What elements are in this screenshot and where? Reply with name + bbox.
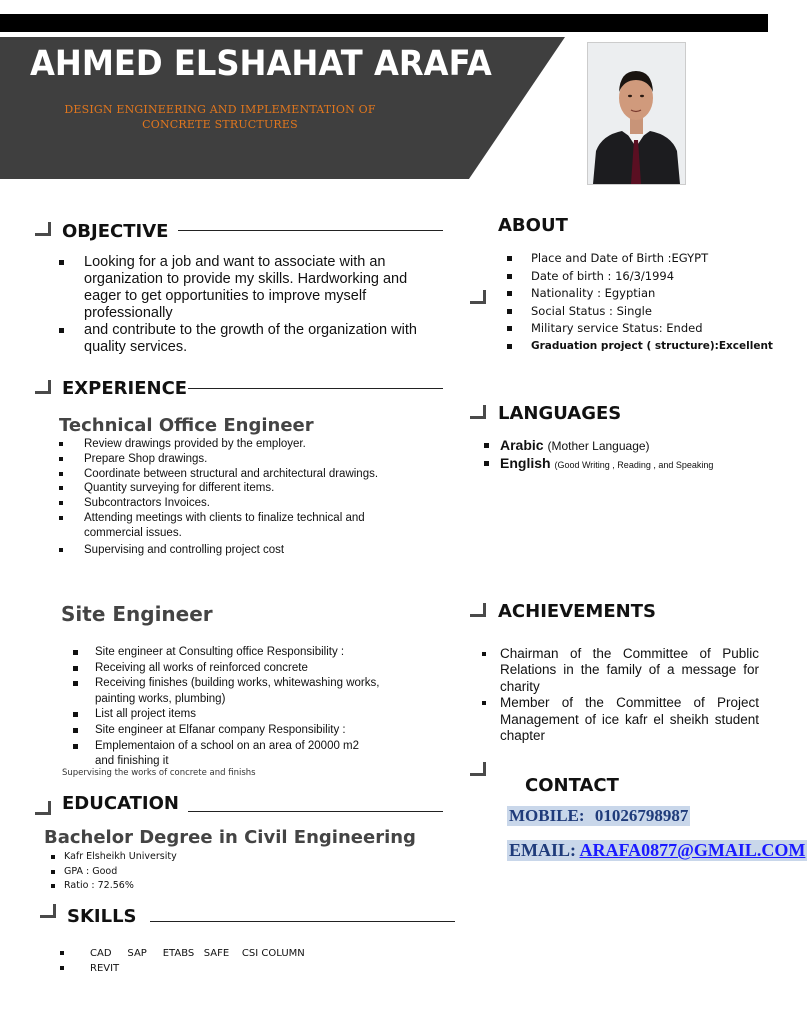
languages-list xyxy=(482,437,767,474)
list-item: Looking for a job and want to associate with an organization to provide my skills. Hardworking and eager to get opportunities to improve myself professionally xyxy=(57,254,417,322)
experience-heading: EXPERIENCE xyxy=(62,378,188,399)
list-item: GPA : Good xyxy=(50,865,300,880)
divider xyxy=(188,388,443,389)
list-item: Subcontractors Invoices. xyxy=(58,496,413,511)
education-list xyxy=(50,850,300,894)
list-item: Date of birth : 16/3/1994 xyxy=(503,268,768,286)
section-bracket-icon xyxy=(35,801,51,815)
list-item xyxy=(482,455,767,474)
email-link[interactable]: ARAFA0877@GMAIL.COM xyxy=(579,840,806,860)
site-duties-list xyxy=(71,645,381,770)
list-item: Nationality : Egyptian xyxy=(503,285,768,303)
list-item: Social Status : Single xyxy=(503,303,768,321)
skills-heading: SKILLS xyxy=(67,906,137,927)
section-bracket-icon xyxy=(35,380,51,394)
mobile-line xyxy=(507,806,690,826)
job-title-site: Site Engineer xyxy=(61,602,213,626)
divider xyxy=(178,230,443,231)
degree-title: Bachelor Degree in Civil Engineering xyxy=(44,827,416,848)
list-item: CAD SAP ETABS SAFE CSI COLUMN xyxy=(60,946,360,961)
list-item: Chairman of the Committee of Public Relations in the family of a message for charity xyxy=(480,646,759,695)
list-item: Place and Date of Birth :EGYPT xyxy=(503,250,768,268)
list-item: Coordinate between structural and architectural drawings. xyxy=(58,467,413,482)
candidate-name: AHMED ELSHAHAT ARAFA xyxy=(30,44,492,84)
skills-list xyxy=(60,946,360,976)
languages-heading: LANGUAGES xyxy=(498,403,622,424)
section-bracket-icon xyxy=(470,762,486,776)
list-item: Site engineer at Elfanar company Responsibility : xyxy=(71,723,381,739)
section-bracket-icon xyxy=(470,405,486,419)
list-item: Ratio : 72.56% xyxy=(50,879,300,894)
list-item: Review drawings provided by the employer. xyxy=(58,437,413,452)
list-item: Member of the Committee of Project Management of ice kafr el sheikh student chapter xyxy=(480,695,759,744)
list-item: Quantity surveying for different items. xyxy=(58,481,413,496)
site-note: Supervising the works of concrete and finishs xyxy=(62,768,256,778)
section-bracket-icon xyxy=(35,222,51,236)
divider xyxy=(150,921,455,922)
list-item: Receiving all works of reinforced concrete xyxy=(71,661,381,677)
divider xyxy=(188,811,443,812)
list-item: Site engineer at Consulting office Responsibility : xyxy=(71,645,381,661)
list-item: and contribute to the growth of the organization with quality services. xyxy=(57,322,417,356)
list-item: Receiving finishes (building works, whitewashing works, painting works, plumbing) xyxy=(71,676,381,707)
list-item: Attending meetings with clients to finalize technical and commercial issues. xyxy=(58,511,413,541)
profile-photo xyxy=(587,42,686,185)
mobile-number[interactable]: 01026798987 xyxy=(594,806,689,825)
achievements-list xyxy=(480,646,759,744)
about-list xyxy=(503,250,773,355)
language-name: English xyxy=(500,455,551,471)
list-item: List all project items xyxy=(71,707,381,723)
education-heading: EDUCATION xyxy=(62,793,179,814)
list-item: Supervising and controlling project cost xyxy=(58,543,413,558)
list-item: REVIT xyxy=(60,961,360,976)
language-level: (Good Writing , Reading , and Speaking xyxy=(554,460,714,470)
section-bracket-icon xyxy=(470,290,486,304)
email-label: EMAIL: xyxy=(509,840,576,860)
objective-heading: OBJECTIVE xyxy=(62,221,169,242)
section-bracket-icon xyxy=(40,904,56,918)
language-name: Arabic xyxy=(500,437,544,453)
top-black-bar xyxy=(0,14,768,32)
list-item: Prepare Shop drawings. xyxy=(58,452,413,467)
mobile-label: MOBILE: xyxy=(509,806,585,825)
list-item: Military service Status: Ended xyxy=(503,320,768,338)
objective-list xyxy=(57,254,417,356)
language-level: (Mother Language) xyxy=(547,439,650,453)
technical-duties-list xyxy=(58,437,413,557)
contact-heading: CONTACT xyxy=(525,775,619,796)
achievements-heading: ACHIEVEMENTS xyxy=(498,601,656,622)
list-item: Graduation project ( structure):Excellent xyxy=(503,338,768,356)
list-item: Kafr Elsheikh University xyxy=(50,850,300,865)
about-heading: ABOUT xyxy=(498,215,568,236)
section-bracket-icon xyxy=(470,603,486,617)
candidate-subtitle: DESIGN ENGINEERING AND IMPLEMENTATION OF CONCRETE STRUCTURES xyxy=(64,103,376,131)
list-item xyxy=(482,437,767,455)
email-line xyxy=(507,840,807,861)
job-title-technical: Technical Office Engineer xyxy=(59,415,314,436)
list-item: Emplementaion of a school on an area of 20000 m2 and finishing it xyxy=(71,739,381,770)
